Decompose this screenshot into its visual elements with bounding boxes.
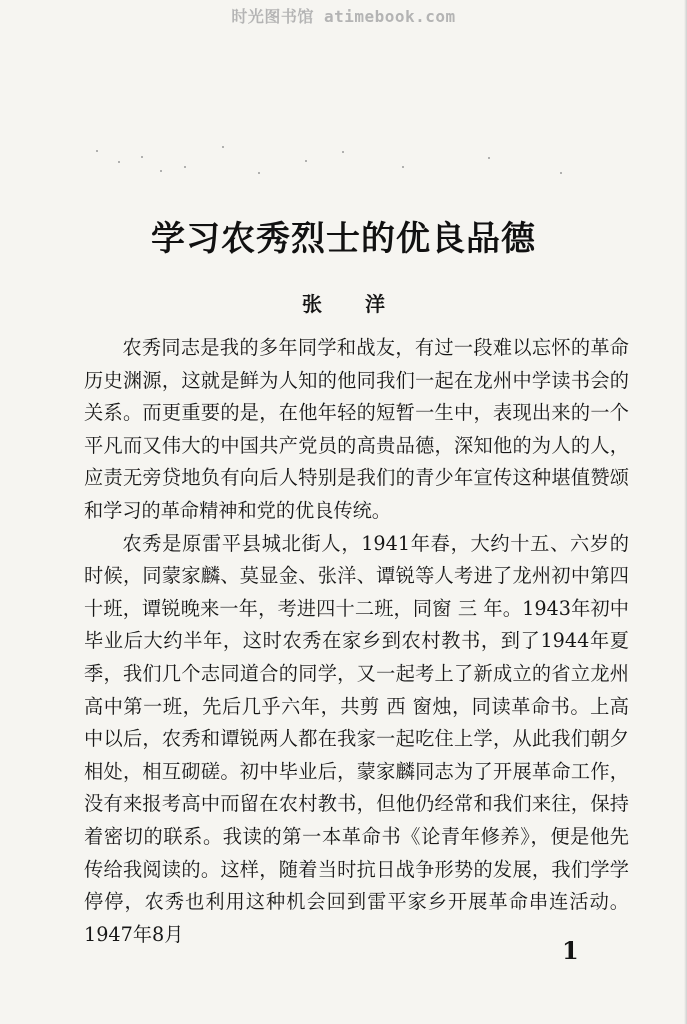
paragraph-1: 农秀同志是我的多年同学和战友，有过一段难以忘怀的革命历史渊源，这就是鲜为人知的他同我们一起在龙州中学读书会的关系。而更重要的是，在他年轻的短暂一生中，表现出来的一个平凡而又伟大的中国共产党员的高贵品德，深知他的为人的人，应责无旁贷地负有向后人特别是我们的青少年宣传这种堪值赞颂和学习的革命精神和党的优良传统。 (84, 336, 629, 522)
article-body (84, 332, 629, 951)
page-number: 1 (562, 936, 579, 965)
watermark: 时光图书馆 atimebook.com (231, 7, 456, 26)
article-title: 学习农秀烈士的优良品德 (151, 218, 536, 259)
author-name: 张 洋 (302, 292, 403, 316)
paragraph-2: 农秀是原雷平县城北街人，1941年春，大约十五、六岁的时候，同蒙家麟、莫显金、张洋、谭锐等人考进了龙州初中第四十班，谭锐晚来一年，考进四十二班，同窗 三 年。1943年初中毕业后大约半年，这时农秀在家乡到农村教书，到了1944年夏季，我们几个志同道合的同学，又一起考上了新成立的省立龙州高中第一班，先后几乎六年，共剪 西 窗烛，同读革命书。上高中以后，农秀和谭锐两人都在我家一起吃住上学，从此我们朝夕相处，相互砌磋。初中毕业后，蒙家麟同志为了开展革命工作，没有来报考高中而留在农村教书，但他仍经常和我们来往，保持着密切的联系。我读的第一本革命书《论青年修养》，便是他先传给我阅读的。这样，随着当时抗日战争形势的发展，我们学学停停，农秀也利用这种机会回到雷平家乡开展革命串连活动。1947年8月 (84, 531, 629, 946)
